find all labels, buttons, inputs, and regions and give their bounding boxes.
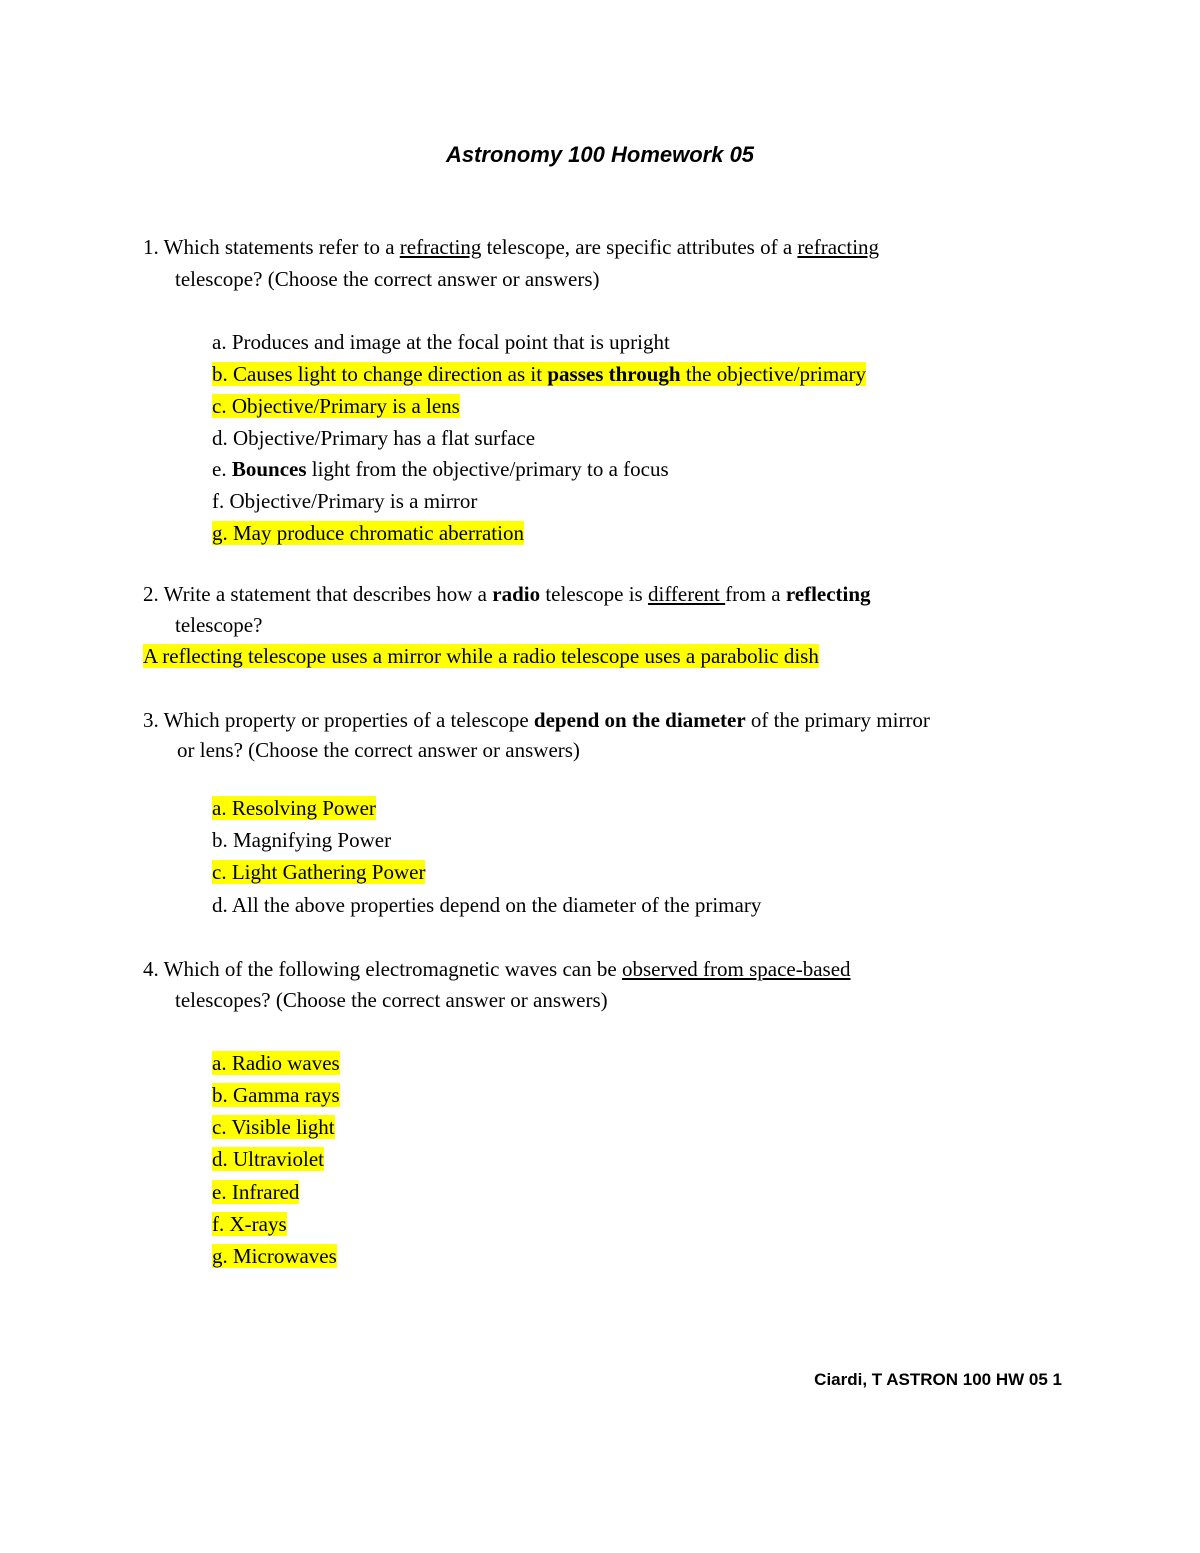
question-3-option-a [212,794,376,822]
question-1-number: 1. [143,235,159,259]
question-1-option-e-text: e. [212,457,232,481]
question-4-option-c-text: c. Visible light [212,1115,335,1139]
question-1-option-g-text: g. May produce chromatic aberration [212,521,524,545]
question-1-option-e [212,455,669,483]
question-1-option-c-text: c. Objective/Primary is a lens [212,394,460,418]
question-4-line-2: telescopes? (Choose the correct answer or answers) [175,988,608,1012]
question-1-text: Which statements refer to a [163,235,400,259]
question-3-option-a-text: a. Resolving Power [212,796,376,820]
question-4-option-g [212,1242,337,1270]
question-1-line-2: telescope? (Choose the correct answer or answers) [175,267,600,291]
question-2-line-1 [143,580,871,608]
question-4-option-e-text: e. Infrared [212,1180,300,1204]
question-3-line-2: or lens? (Choose the correct answer or answers) [177,738,580,762]
question-2-underline: different [647,582,726,606]
question-3-text: Which property or properties of a telescope [163,708,534,732]
question-1-option-g [212,519,524,547]
question-2-bold-2: reflecting [785,582,871,606]
question-1-underline-1: refracting [399,235,482,259]
question-3-line-1 [143,706,930,734]
question-1-option-d: d. Objective/Primary has a flat surface [212,426,536,450]
question-2-answer-text: A reflecting telescope uses a mirror while a radio telescope uses a parabolic dish [143,644,819,668]
question-4-option-d [212,1145,324,1173]
document-title: Astronomy 100 Homework 05 [445,142,755,167]
question-4-option-a-text: a. Radio waves [212,1051,340,1075]
question-4-option-f [212,1210,287,1238]
question-3-option-c-text: c. Light Gathering Power [212,860,426,884]
question-1-option-b-text: b. Causes light to change direction as it [212,362,548,386]
question-1-line-1 [143,233,879,261]
question-4-option-c [212,1113,335,1141]
question-4-line-1 [143,955,851,983]
question-4-option-b-text: b. Gamma rays [212,1083,340,1107]
question-4-option-e [212,1178,299,1206]
question-1-option-a: a. Produces and image at the focal point that is upright [212,330,670,354]
question-1-text-2: telescope, are specific attributes of a [481,235,798,259]
question-3-bold: depend on the diameter [533,708,746,732]
question-3-option-b: b. Magnifying Power [212,828,392,852]
question-2-line-2: telescope? [175,613,263,637]
question-1-option-b-bold: passes through [547,362,681,386]
question-1-underline-2: refracting [797,235,880,259]
question-1-option-c [212,392,460,420]
question-4-underline: observed from space-based [621,957,851,981]
question-4-text: Which of the following electromagnetic waves can be [163,957,622,981]
question-2-text: Write a statement that describes how a [163,582,493,606]
question-4-number: 4. [143,957,159,981]
question-1-option-b-text-2: the objective/primary [680,362,867,386]
question-2-answer [143,642,819,670]
question-1-option-e-text-2: light from the objective/primary to a focus [306,457,669,481]
question-1-option-b [212,360,866,388]
question-1-option-f: f. Objective/Primary is a mirror [212,489,478,513]
question-4-option-f-text: f. X-rays [212,1212,287,1236]
question-3-option-c [212,858,425,886]
question-2-bold-1: radio [492,582,541,606]
question-2-text-3: from a [725,582,786,606]
question-2-text-2: telescope is [540,582,648,606]
question-3-text-2: of the primary mirror [745,708,930,732]
question-4-option-g-text: g. Microwaves [212,1244,337,1268]
question-4-option-d-text: d. Ultraviolet [212,1147,324,1171]
page-footer: Ciardi, T ASTRON 100 HW 05 1 [814,1370,1062,1389]
question-2-number: 2. [143,582,159,606]
question-3-option-d: d. All the above properties depend on the diameter of the primary [212,893,762,917]
question-1-option-e-bold: Bounces [231,457,307,481]
question-3-number: 3. [143,708,159,732]
question-4-option-a [212,1049,340,1077]
question-4-option-b [212,1081,340,1109]
